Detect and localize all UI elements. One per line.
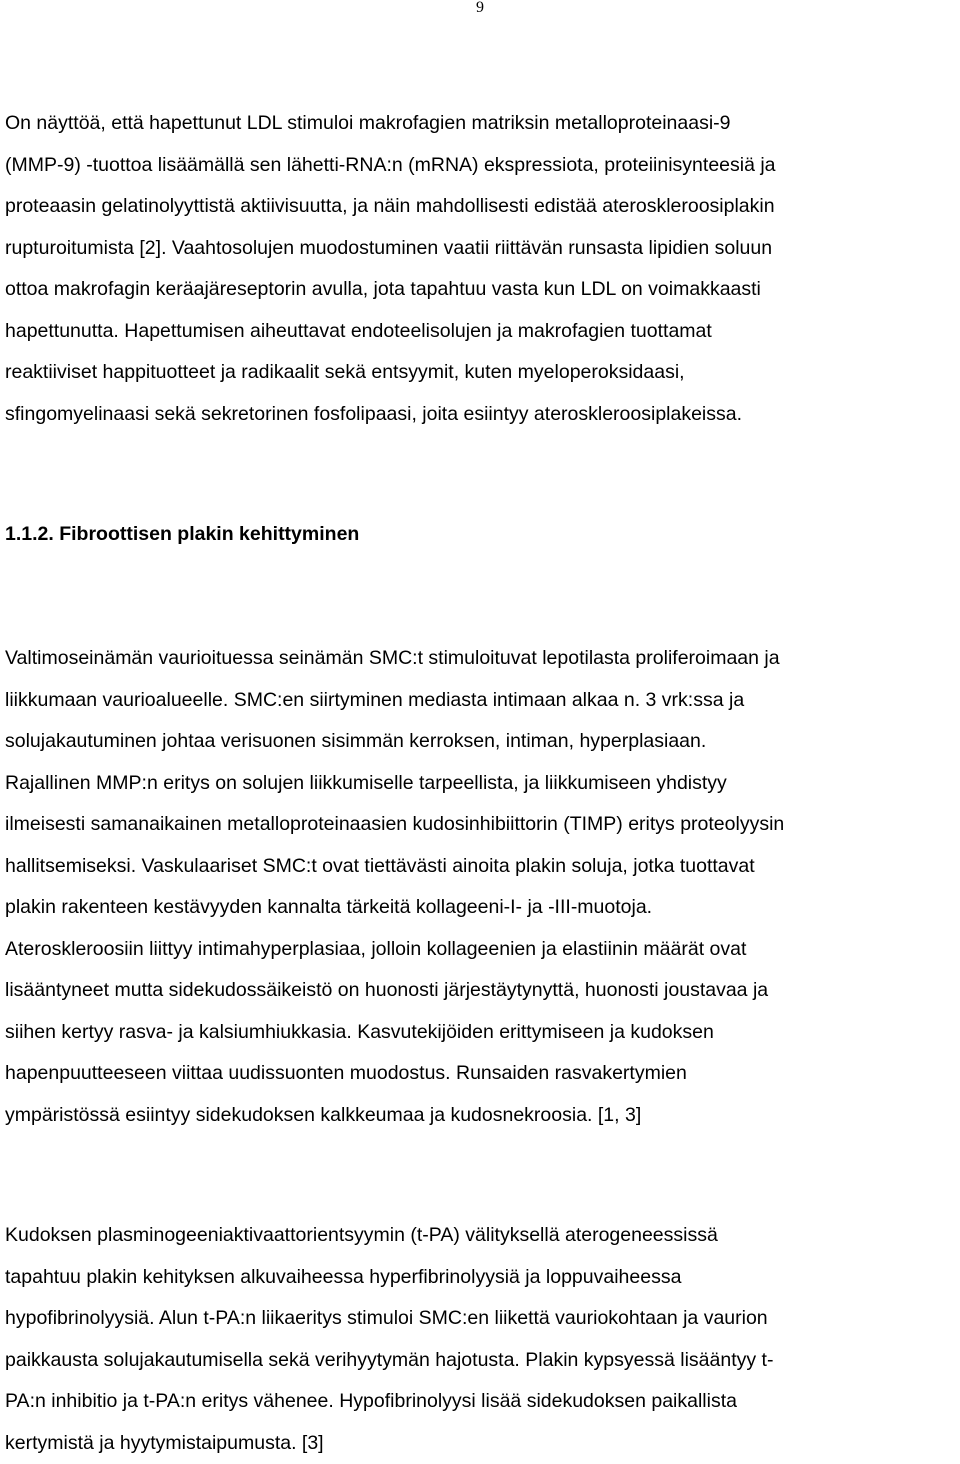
text-line: reaktiiviset happituotteet ja radikaalit sekä entsyymit, kuten myeloperoksidaasi, [5,352,960,394]
text-line: On näyttöä, että hapettunut LDL stimuloi makrofagien matriksin metalloproteinaasi-9 [5,103,960,145]
text-line: hypofibrinolyysiä. Alun t-PA:n liikaeritys stimuloi SMC:en liikettä vauriokohtaan ja vaurion [5,1298,960,1340]
section-heading: 1.1.2. Fibroottisen plakin kehittyminen [5,514,359,556]
page-number: 9 [0,0,960,16]
text-line: (MMP-9) -tuottoa lisäämällä sen lähetti-RNA:n (mRNA) ekspressiota, proteiinisynteesiä ja [5,145,960,187]
text-line: ympäristössä esiintyy sidekudoksen kalkkeumaa ja kudosnekroosia. [1, 3] [5,1095,960,1137]
text-line: sfingomyelinaasi sekä sekretorinen fosfolipaasi, joita esiintyy ateroskleroosiplakeissa. [5,394,960,436]
text-line: ilmeisesti samanaikainen metalloproteinaasien kudosinhibiittorin (TIMP) eritys proteolyysin [5,804,960,846]
text-line: tapahtuu plakin kehityksen alkuvaiheessa hyperfibrinolyysiä ja loppuvaiheessa [5,1257,960,1299]
text-line: solujakautuminen johtaa verisuonen sisimmän kerroksen, intiman, hyperplasiaan. [5,721,960,763]
text-line: Kudoksen plasminogeeniaktivaattorientsyymin (t-PA) välityksellä aterogeneessissä [5,1215,960,1257]
text-line: hapenpuutteeseen viittaa uudissuonten muodostus. Runsaiden rasvakertymien [5,1053,960,1095]
text-line: ottoa makrofagin keräajäreseptorin avulla, jota tapahtuu vasta kun LDL on voimakkaasti [5,269,960,311]
text-line: rupturoitumista [2]. Vaahtosolujen muodostuminen vaatii riittävän runsasta lipidien soluun [5,228,960,270]
text-line: liikkumaan vaurioalueelle. SMC:en siirtyminen mediasta intimaan alkaa n. 3 vrk:ssa ja [5,680,960,722]
body-paragraph-3 [5,1215,960,1464]
text-line: kertymistä ja hyytymistaipumusta. [3] [5,1423,960,1464]
text-line: Ateroskleroosiin liittyy intimahyperplasiaa, jolloin kollageenien ja elastiinin määrät ovat [5,929,960,971]
body-paragraph-2 [5,638,960,1136]
body-paragraph-1 [5,103,960,435]
text-line: siihen kertyy rasva- ja kalsiumhiukkasia. Kasvutekijöiden erittymiseen ja kudoksen [5,1012,960,1054]
text-line: hallitsemiseksi. Vaskulaariset SMC:t ovat tiettävästi ainoita plakin soluja, jotka tuottavat [5,846,960,888]
text-line: Rajallinen MMP:n eritys on solujen liikkumiselle tarpeellista, ja liikkumiseen yhdistyy [5,763,960,805]
text-line: Valtimoseinämän vaurioituessa seinämän SMC:t stimuloituvat lepotilasta proliferoimaan ja [5,638,960,680]
text-line: plakin rakenteen kestävyyden kannalta tärkeitä kollageeni-I- ja -III-muotoja. [5,887,960,929]
text-line: proteaasin gelatinolyyttistä aktiivisuutta, ja näin mahdollisesti edistää ateroskleroosiplakin [5,186,960,228]
text-line: PA:n inhibitio ja t-PA:n eritys vähenee. Hypofibrinolyysi lisää sidekudoksen paikallista [5,1381,960,1423]
text-line: lisääntyneet mutta sidekudossäikeistö on huonosti järjestäytynyttä, huonosti joustavaa ja [5,970,960,1012]
text-line: hapettunutta. Hapettumisen aiheuttavat endoteelisolujen ja makrofagien tuottamat [5,311,960,353]
text-line: paikkausta solujakautumisella sekä verihyytymän hajotusta. Plakin kypsyessä lisääntyy t- [5,1340,960,1382]
